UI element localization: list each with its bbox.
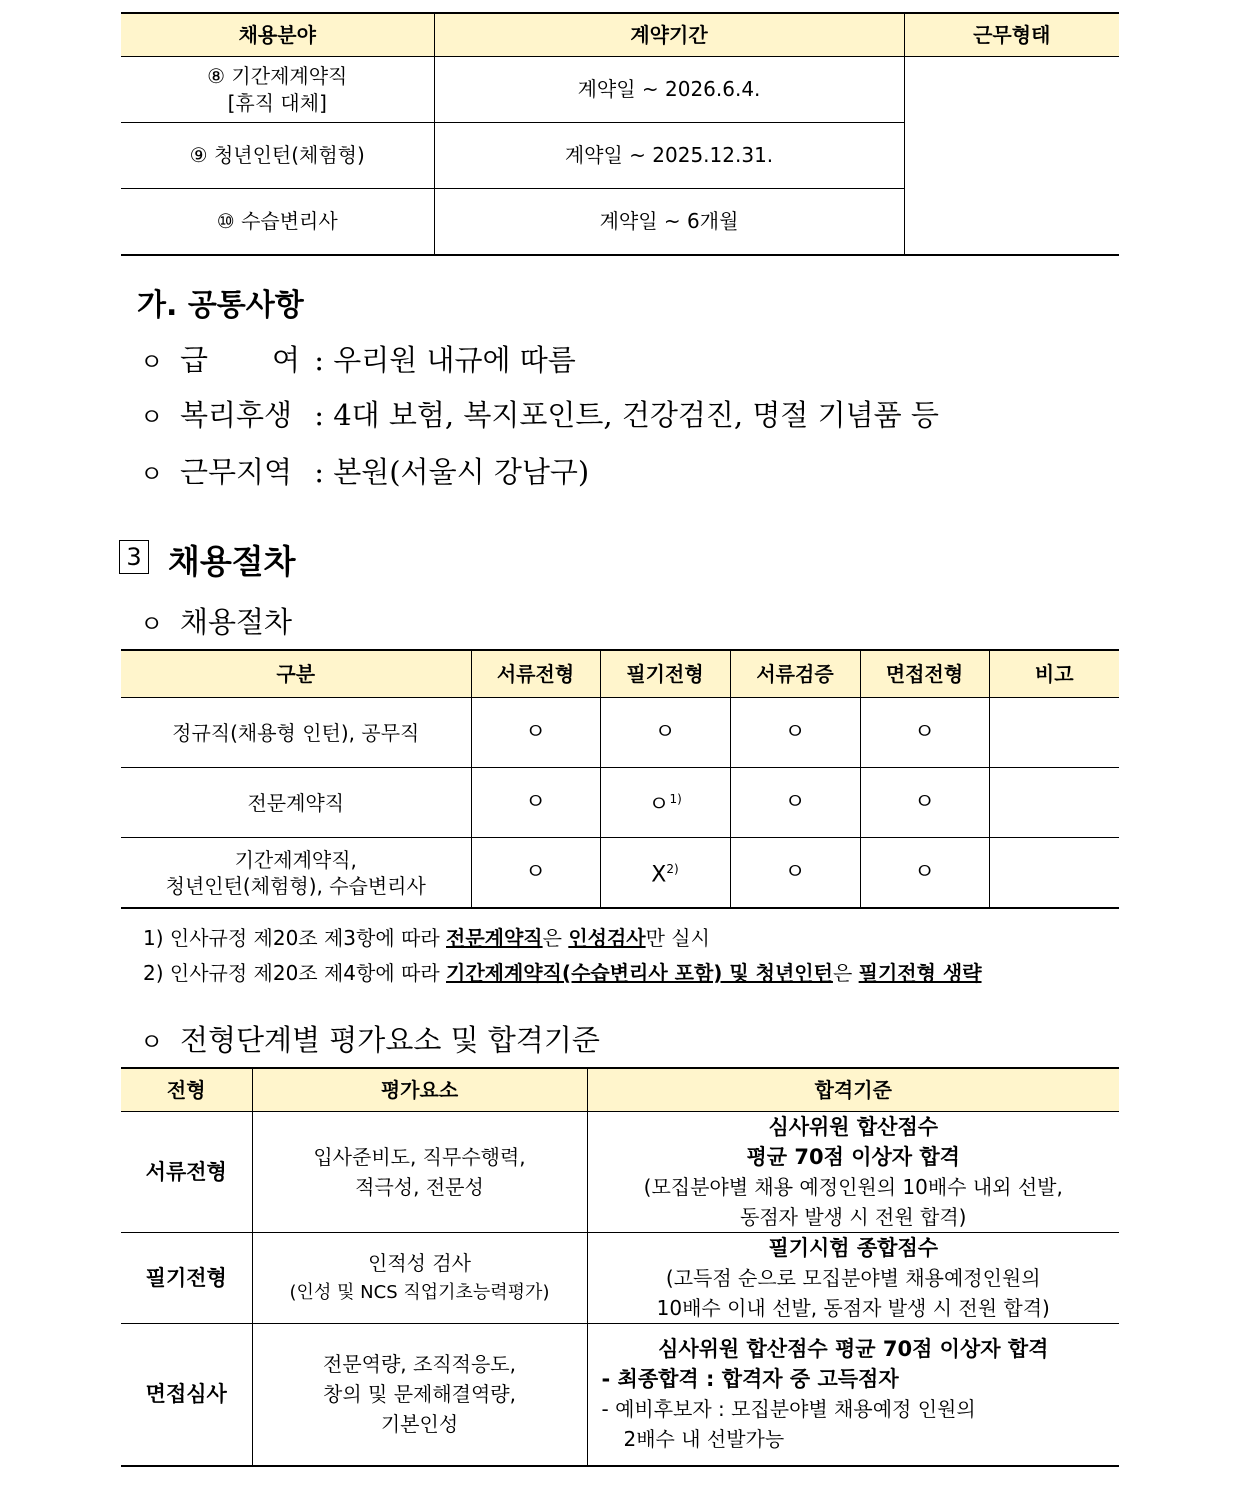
header-period: 계약기간 xyxy=(434,13,904,57)
footnote-ref: 1) xyxy=(669,792,682,807)
stage-cell: 서류전형 xyxy=(121,1112,252,1233)
mark-cell: ㅇ xyxy=(471,838,600,909)
bullet-evaluation: ㅇ 전형단계별 평가요소 및 합격기준 xyxy=(140,1023,600,1057)
table-row xyxy=(121,838,1119,909)
elements-cell: 인적성 검사 (인성 및 NCS 직업기초능력평가) xyxy=(252,1233,587,1324)
header-remarks: 비고 xyxy=(989,650,1119,698)
bullet-marker: ㅇ xyxy=(140,348,164,376)
mark-cell: ㅇ xyxy=(471,768,600,838)
stage-cell: 필기전형 xyxy=(121,1233,252,1324)
elements-cell: 전문역량, 조직적응도, 창의 및 문제해결역량, 기본인성 xyxy=(252,1324,587,1466)
footnote-1: 1) 인사규정 제20조 제3항에 따라 전문계약직은 인성검사만 실시 xyxy=(143,926,710,950)
category-cell: 전문계약직 xyxy=(121,768,471,838)
table-row xyxy=(121,1112,1119,1233)
mark-cell: ㅇ$^{1)}$ xyxy=(600,768,730,838)
mark-cell: ㅇ xyxy=(860,768,989,838)
mark-cell: ㅇ xyxy=(860,698,989,768)
footnote-ref: 2) xyxy=(666,862,679,877)
period-cell: 계약일 ~ 2026.6.4. xyxy=(434,57,904,123)
bullet-marker: ㅇ xyxy=(140,1028,164,1056)
period-cell: 계약일 ~ 2025.12.31. xyxy=(434,123,904,189)
bullet-marker: ㅇ xyxy=(140,610,164,638)
field-cell: ⑩ 수습변리사 xyxy=(121,189,434,256)
mark-cell: ㅇ xyxy=(730,698,860,768)
remarks-cell xyxy=(989,698,1119,768)
period-cell: 계약일 ~ 6개월 xyxy=(434,189,904,256)
header-stage: 전형 xyxy=(121,1068,252,1112)
table-row xyxy=(121,768,1119,838)
header-written: 필기전형 xyxy=(600,650,730,698)
bullet-welfare: ㅇ 복리후생 : 4대 보험, 복지포인트, 건강검진, 명절 기념품 등 xyxy=(140,398,939,432)
header-elements: 평가요소 xyxy=(252,1068,587,1112)
header-verification: 서류검증 xyxy=(730,650,860,698)
salary-value: 우리원 내규에 따름 xyxy=(333,343,576,377)
mark-cell: $X^{2)}$ xyxy=(600,838,730,909)
header-work-type: 근무형태 xyxy=(904,13,1119,57)
criteria-cell: 심사위원 합산점수 평균 70점 이상자 합격 (모집분야별 채용 예정인원의 10배수 내외 선발, 동점자 발생 시 전원 합격) xyxy=(587,1112,1119,1233)
bullet-procedure: ㅇ 채용절차 xyxy=(140,605,293,639)
field-note: [휴직 대체] xyxy=(227,90,327,115)
section-title: 채용절차 xyxy=(168,542,296,581)
criteria-cell: 심사위원 합산점수 평균 70점 이상자 합격 - 최종합격 : 합격자 중 고득점자 - 예비후보자 : 모집분야별 채용예정 인원의 2배수 내 선발가능 xyxy=(587,1324,1119,1466)
mark-cell: ㅇ xyxy=(860,838,989,909)
criteria-cell: 필기시험 종합점수 (고득점 순으로 모집분야별 채용예정인원의 10배수 이내 선발, 동점자 발생 시 전원 합격) xyxy=(587,1233,1119,1324)
elements-cell: 입사준비도, 직무수행력, 적극성, 전문성 xyxy=(252,1112,587,1233)
header-category: 구분 xyxy=(121,650,471,698)
bullet-marker: ㅇ xyxy=(140,403,164,431)
section-number-box: 3 xyxy=(119,540,149,574)
remarks-cell xyxy=(989,768,1119,838)
category-cell: 정규직(채용형 인턴), 공무직 xyxy=(121,698,471,768)
table-row xyxy=(121,698,1119,768)
mark-cell: ㅇ xyxy=(600,698,730,768)
work-type-cell xyxy=(904,57,1119,256)
stage-cell: 면접심사 xyxy=(121,1324,252,1466)
common-section-title: 가. 공통사항 xyxy=(137,288,304,323)
field-cell xyxy=(121,57,434,123)
field-cell: ⑨ 청년인턴(체험형) xyxy=(121,123,434,189)
table-row xyxy=(121,57,1119,123)
category-cell: 기간제계약직, 청년인턴(체험형), 수습변리사 xyxy=(121,838,471,909)
table-row xyxy=(121,1233,1119,1324)
header-criteria: 합격기준 xyxy=(587,1068,1119,1112)
contract-period-table xyxy=(121,12,1119,256)
bullet-location: ㅇ 근무지역 : 본원(서울시 강남구) xyxy=(140,455,590,489)
bullet-salary: ㅇ 급 여 : 우리원 내규에 따름 xyxy=(140,343,576,377)
location-value: 본원(서울시 강남구) xyxy=(333,455,590,489)
header-interview: 면접전형 xyxy=(860,650,989,698)
mark-cell: ㅇ xyxy=(730,768,860,838)
mark-cell: ㅇ xyxy=(471,698,600,768)
header-document: 서류전형 xyxy=(471,650,600,698)
field-name: ⑧ 기간제계약직 xyxy=(207,63,348,88)
header-field: 채용분야 xyxy=(121,13,434,57)
remarks-cell xyxy=(989,838,1119,909)
footnote-2: 2) 인사규정 제20조 제4항에 따라 기간제계약직(수습변리사 포함) 및 청년인턴은 필기전형 생략 xyxy=(143,961,982,985)
mark-cell: ㅇ xyxy=(730,838,860,909)
table-row xyxy=(121,1324,1119,1466)
welfare-value: 4대 보험, 복지포인트, 건강검진, 명절 기념품 등 xyxy=(333,398,939,432)
procedure-table xyxy=(121,649,1119,909)
evaluation-table xyxy=(121,1067,1119,1467)
bullet-marker: ㅇ xyxy=(140,460,164,488)
